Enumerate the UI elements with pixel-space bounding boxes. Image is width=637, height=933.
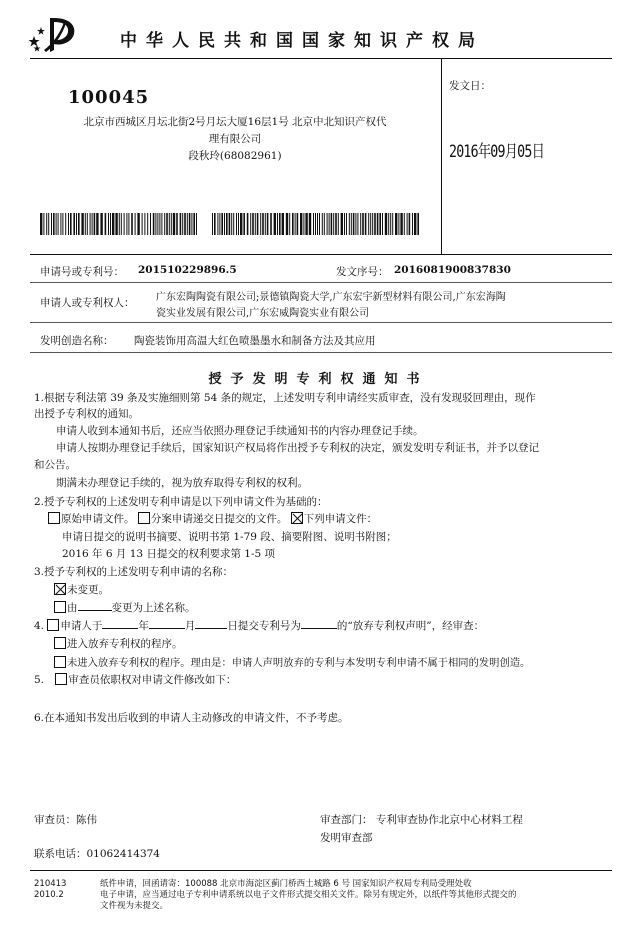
office-name: 中华人民共和国国家知识产权局 <box>120 31 484 51</box>
waiver-patent-no-blank[interactable] <box>301 628 337 629</box>
p4-number: 4. <box>34 620 45 632</box>
p4-text-c: 月 <box>184 620 196 632</box>
invention-label: 发明创造名称： <box>40 335 114 347</box>
barcode-right <box>212 213 420 235</box>
name-changed-label-b: 变更为上述名称。 <box>111 602 196 614</box>
name-changed-label-a: 由 <box>67 602 78 614</box>
p1-line-4: 申请人按期办理登记手续后，国家知识产权局将作出授予专利权的决定，颁发发明专利证书，并予以登记 <box>56 442 539 454</box>
p3-option-1 <box>54 582 109 597</box>
p1-line-5: 和公告。 <box>34 459 76 471</box>
send-date-label: 发文日： <box>449 80 491 92</box>
address-line-2: 理有限公司 <box>208 133 262 145</box>
app-no-value: 201510229896.5 <box>138 264 237 276</box>
examiner-name: 审查员：陈伟 <box>34 814 97 826</box>
applicant-label: 申请人或专利权人： <box>40 297 135 309</box>
divisional-docs-checkbox[interactable] <box>138 512 150 524</box>
p4-line-1 <box>34 618 484 633</box>
footer-line-1: 纸件申请，回函请寄：100088 北京市海淀区蓟门桥西土城路 6 号 国家知识产权局专利局受理处收 <box>100 879 472 889</box>
waiver-month-blank[interactable] <box>149 628 185 629</box>
doc-no-label: 发文序号： <box>336 266 389 278</box>
p5-line <box>34 672 236 687</box>
waiver-checkbox[interactable] <box>47 619 59 631</box>
p1-line-3: 申请人收到本通知书后，还应当依照办理登记手续通知书的内容办理登记手续。 <box>56 425 424 437</box>
waiver-day-blank[interactable] <box>195 628 227 629</box>
name-changed-checkbox[interactable] <box>54 601 66 613</box>
p1-line-6: 期满未办理登记手续的，视为放弃取得专利权的权利。 <box>56 477 308 489</box>
p2-options <box>48 511 377 526</box>
footer-line-3: 文件视为未提交。 <box>100 901 169 911</box>
header-rule <box>30 58 612 59</box>
contact-phone: 联系电话：01062414374 <box>34 848 160 860</box>
applicant-line-2: 瓷实业发展有限公司,广东宏威陶瓷实业有限公司 <box>156 308 370 319</box>
original-docs-checkbox[interactable] <box>48 512 60 524</box>
p5-text: 审查员依职权对申请文件修改如下： <box>68 674 237 686</box>
p1-line-2: 出授予专利权的通知。 <box>34 408 139 420</box>
p2-line-1: 2.授予专利权的上述发明专利申请是以下列申请文件为基础的： <box>34 496 328 508</box>
applicant-line-1: 广东宏陶陶瓷有限公司;景德镇陶瓷大学,广东宏宇新型材料有限公司,广东宏海陶 <box>156 292 506 303</box>
divisional-docs-label: 分案申请递交日提交的文件。 <box>150 513 288 525</box>
field-rule-1 <box>30 282 612 283</box>
p4-text-d: 日提交专利号为 <box>227 620 301 632</box>
following-docs-checkbox[interactable] <box>291 512 303 524</box>
invention-value: 陶瓷装饰用高温大红色喷墨墨水和制备方法及其应用 <box>134 335 376 347</box>
p6-line: 6.在本通知书发出后收到的申请人主动修改的申请文件，不予考虑。 <box>34 712 349 724</box>
postal-code: 100045 <box>68 87 150 108</box>
department-line-2: 发明审查部 <box>320 832 373 844</box>
p4-text-a: 申请人于 <box>60 620 103 632</box>
address-rule <box>30 254 612 255</box>
send-date-value: 2016年09月05日 <box>449 142 545 162</box>
contact-person: 段秋玲(68082961) <box>188 150 282 162</box>
recipient-address <box>40 114 430 165</box>
old-name-blank[interactable] <box>78 610 112 611</box>
waiver-year-blank[interactable] <box>102 628 138 629</box>
barcode-left <box>40 213 198 235</box>
doc-no-value: 2016081900837830 <box>394 264 511 276</box>
waiver-rejected-label: 未进入放弃专利权的程序。理由是：申请人声明放弃的专利与本发明专利申请不属于相同的发明创造。 <box>67 657 531 669</box>
department-line-1: 审查部门： 专利审查协作北京中心材料工程 <box>320 814 523 826</box>
form-code-2: 2010.2 <box>34 890 64 900</box>
p4-text-b: 年 <box>138 620 149 632</box>
field-rule-3 <box>30 352 612 353</box>
field-rule-2 <box>30 322 612 323</box>
cnipa-logo <box>28 14 78 54</box>
waiver-rejected-checkbox[interactable] <box>54 656 66 668</box>
following-docs-label: 下列申请文件： <box>303 513 378 525</box>
p3-line-1: 3.授予专利权的上述发明专利申请的名称： <box>34 566 234 578</box>
p3-option-2 <box>54 600 196 615</box>
examiner-amend-checkbox[interactable] <box>55 673 67 685</box>
notice-title: 授予发明专利权通知书 <box>208 372 429 387</box>
p4-option-1 <box>54 636 183 651</box>
p1-line-1: 1.根据专利法第 39 条及实施细则第 54 条的规定，上述发明专利申请经实质审查，没有发现驳回理由，现作 <box>34 392 536 404</box>
original-docs-label: 原始申请文件。 <box>61 513 135 525</box>
address-line-1: 北京市西城区月坛北街2号月坛大厦16层1号 北京中北知识产权代 <box>83 116 387 128</box>
p4-option-2 <box>54 654 530 669</box>
p2-line-3: 申请日提交的说明书摘要、说明书第 1-79 段、摘要附图、说明书附图； <box>62 531 397 543</box>
p2-line-4: 2016 年 6 月 13 日提交的权利要求第 1-5 项 <box>62 548 276 560</box>
header-divider <box>441 58 442 254</box>
footer-rule <box>30 870 612 871</box>
app-no-label: 申请号或专利号： <box>40 266 124 278</box>
name-unchanged-label: 未变更。 <box>67 584 109 596</box>
form-code-1: 210413 <box>34 879 67 889</box>
waiver-accepted-checkbox[interactable] <box>54 637 66 649</box>
name-unchanged-checkbox[interactable] <box>54 583 66 595</box>
p4-text-e: 的“放弃专利权声明”，经审查： <box>336 620 485 632</box>
footer-line-2: 电子申请，应当通过电子专利申请系统以电子文件形式提交相关文件。除另有规定外，以纸件等其他形式提交的 <box>100 890 517 900</box>
p5-number: 5. <box>34 674 45 686</box>
waiver-accepted-label: 进入放弃专利权的程序。 <box>67 638 183 650</box>
